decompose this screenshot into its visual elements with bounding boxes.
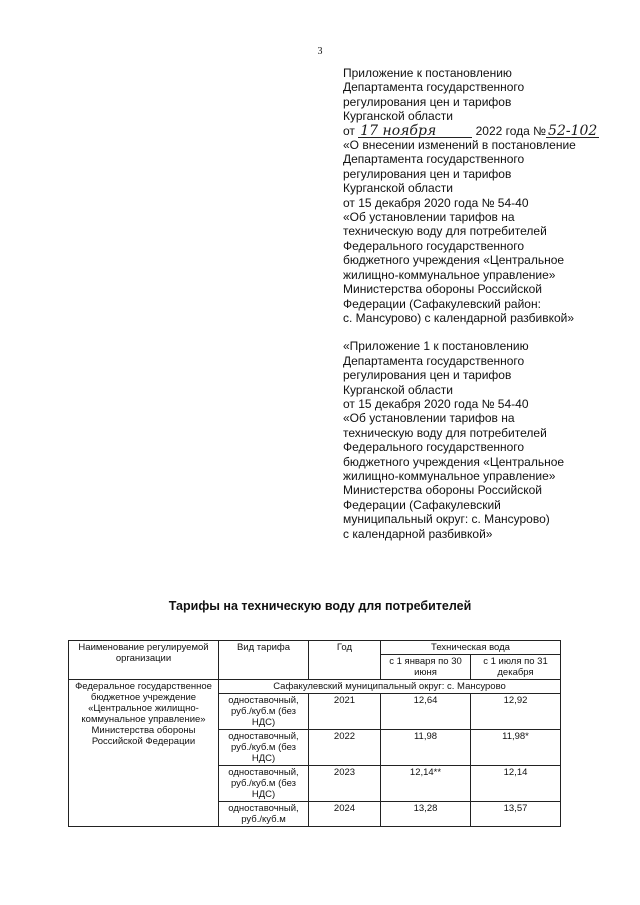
appendix-line: жилищно-коммунальное управление» [343,267,556,282]
header-first-half: с 1 января по 30 июня [381,655,471,680]
appendix-line: от 15 декабря 2020 года № 54-40 [343,396,529,411]
header-year: Год [309,641,381,680]
year-cell: 2024 [309,802,381,827]
resolution-date-line [343,124,628,138]
appendix-line: Федерации (Сафакулевский район: [343,296,541,311]
table-header-row [69,641,561,655]
appendix-line: «О внесении изменений в постановление [343,138,576,153]
header-tariff-kind: Вид тарифа [219,641,309,680]
year-cell: 2021 [309,694,381,730]
appendix-line: бюджетного учреждения «Центральное [343,253,565,268]
tariff-kind-cell: одноставочный, руб./куб.м (без НДС) [219,730,309,766]
second-half-cell: 11,98* [471,730,561,766]
second-half-cell: 12,14 [471,766,561,802]
tariff-kind-cell: одноставочный, руб./куб.м (без НДС) [219,766,309,802]
header-second-half: с 1 июля по 31 декабря [471,655,561,680]
appendix-line: бюджетного учреждения «Центральное [343,454,565,469]
date-year-label: 2022 года № [475,123,547,138]
year-cell: 2023 [309,766,381,802]
appendix-line: с календарной разбивкой» [343,526,493,541]
appendix-line: «Об установлении тарифов на [343,210,515,225]
appendix-line: регулирования цен и тарифов [343,94,512,109]
org-name-cell: Федеральное государственное бюджетное учреждение «Центральное жилищно-коммунальное управление» Министерства обороны Российской Федерации [69,680,219,827]
tariffs-table [68,640,561,827]
appendix-line: Курганской области [343,181,453,196]
first-half-cell: 12,14** [381,766,471,802]
handwritten-number: 52-102 [548,122,598,139]
second-half-cell: 12,92 [471,694,561,730]
document-title: Тарифы на техническую воду для потребителей [168,599,472,613]
appendix-line: регулирования цен и тарифов [343,368,512,383]
section-cell: Сафакулевский муниципальный округ: с. Мансурово [219,680,561,694]
page-number: 3 [317,46,323,57]
tariff-kind-cell: одноставочный, руб./куб.м [219,802,309,827]
appendix-line: Курганской области [343,109,453,124]
appendix-header [343,66,628,541]
appendix-line: Федерального государственного [343,238,525,253]
appendix-line: Министерства обороны Российской [343,282,542,297]
appendix-line: регулирования цен и тарифов [343,166,512,181]
appendix-line: «Приложение 1 к постановлению [343,339,529,354]
appendix-line: «Об установлении тарифов на [343,411,515,426]
first-half-cell: 11,98 [381,730,471,766]
first-half-cell: 13,28 [381,802,471,827]
appendix-line: техническую воду для потребителей [343,425,547,440]
appendix-line: Курганской области [343,382,453,397]
appendix-line: Департамента государственного [343,353,525,368]
date-prefix: от [343,123,355,138]
tariff-kind-cell: одноставочный, руб./куб.м (без НДС) [219,694,309,730]
appendix-line: с. Мансурово) с календарной разбивкой» [343,310,575,325]
handwritten-date: 17 ноября [358,125,472,138]
appendix-line: Министерства обороны Российской [343,483,542,498]
appendix-line: от 15 декабря 2020 года № 54-40 [343,195,529,210]
appendix-line: Федерального государственного [343,440,525,455]
header-technical-water: Техническая вода [381,641,561,655]
header-org: Наименование регулируемой организации [69,641,219,680]
table-row [69,680,561,694]
appendix-line: жилищно-коммунальное управление» [343,468,556,483]
appendix-line: техническую воду для потребителей [343,224,547,239]
appendix-line: Департамента государственного [343,80,525,95]
appendix-line: муниципальный округ: с. Мансурово) [343,512,550,527]
second-half-cell: 13,57 [471,802,561,827]
appendix-line: Департамента государственного [343,152,525,167]
first-half-cell: 12,64 [381,694,471,730]
year-cell: 2022 [309,730,381,766]
appendix-line: Приложение к постановлению [343,66,512,80]
appendix-line: Федерации (Сафакулевский [343,497,501,512]
